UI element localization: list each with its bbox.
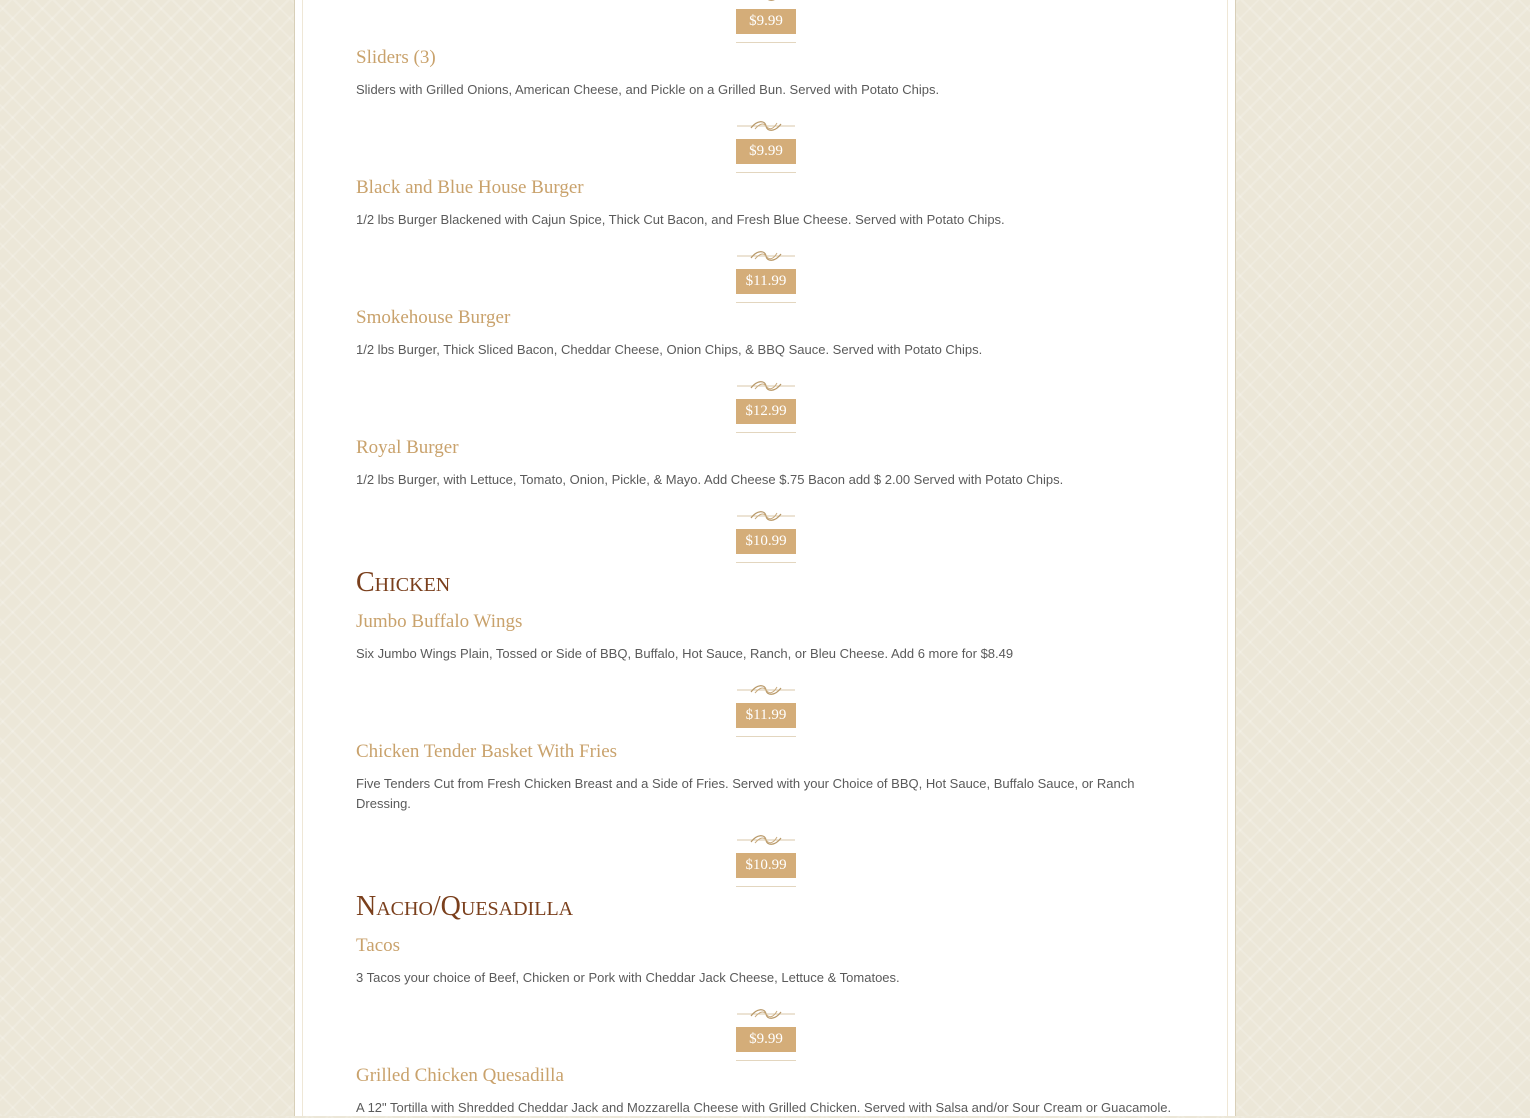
menu-item bbox=[356, 176, 1176, 304]
flourish-icon bbox=[735, 248, 797, 264]
menu-item bbox=[356, 46, 1176, 174]
flourish-icon bbox=[735, 378, 797, 394]
item-title: Jumbo Buffalo Wings bbox=[356, 611, 523, 632]
price-divider bbox=[736, 562, 796, 563]
price-badge: $10.99 bbox=[736, 853, 796, 878]
menu-item bbox=[356, 610, 1176, 738]
flourish-icon bbox=[735, 1006, 797, 1022]
price-badge: $9.99 bbox=[736, 9, 796, 34]
price-block bbox=[356, 360, 1176, 434]
price-badge: $9.99 bbox=[736, 1027, 796, 1052]
price-divider bbox=[736, 172, 796, 173]
item-description: 1/2 lbs Burger, with Lettuce, Tomato, Onion, Pickle, & Mayo. Add Cheese $.75 Bacon add $ 2.00 Served with Potato Chips. bbox=[356, 472, 1064, 487]
price-block bbox=[356, 100, 1176, 174]
menu-item bbox=[356, 1064, 1176, 1118]
menu-item bbox=[356, 306, 1176, 434]
price-block bbox=[356, 230, 1176, 304]
item-title: Black and Blue House Burger bbox=[356, 177, 584, 198]
flourish-icon bbox=[735, 682, 797, 698]
menu-content bbox=[356, 0, 1176, 1118]
item-description: 1/2 lbs Burger, Thick Sliced Bacon, Cheddar Cheese, Onion Chips, & BBQ Sauce. Served with Potato Chips. bbox=[356, 342, 983, 357]
flourish-icon bbox=[735, 0, 797, 4]
section-title: Chicken bbox=[356, 567, 451, 598]
price-divider bbox=[736, 42, 796, 43]
price-block bbox=[356, 988, 1176, 1062]
price-divider bbox=[736, 432, 796, 433]
item-description: Five Tenders Cut from Fresh Chicken Breast and a Side of Fries. Served with your Choice of BBQ, Hot Sauce, Buffalo Sauce, or Ranch Dressing. bbox=[356, 776, 1135, 811]
price-badge: $9.99 bbox=[736, 139, 796, 164]
flourish-icon bbox=[735, 118, 797, 134]
item-description: 1/2 lbs Burger Blackened with Cajun Spice, Thick Cut Bacon, and Fresh Blue Cheese. Served with Potato Chips. bbox=[356, 212, 1005, 227]
item-title: Tacos bbox=[356, 935, 401, 956]
menu-item bbox=[356, 740, 1176, 888]
item-description: Six Jumbo Wings Plain, Tossed or Side of BBQ, Buffalo, Hot Sauce, Ranch, or Bleu Cheese. Add 6 more for $8.49 bbox=[356, 646, 1014, 661]
menu-item bbox=[356, 436, 1176, 564]
price-badge: $11.99 bbox=[736, 703, 796, 728]
price-block bbox=[356, 814, 1176, 888]
price-divider bbox=[736, 302, 796, 303]
price-badge: $11.99 bbox=[736, 269, 796, 294]
flourish-icon bbox=[735, 832, 797, 848]
item-description: 3 Tacos your choice of Beef, Chicken or Pork with Cheddar Jack Cheese, Lettuce & Tomatoes. bbox=[356, 970, 900, 985]
section-title: Nacho/Quesadilla bbox=[356, 891, 574, 922]
item-description: A 12" Tortilla with Shredded Cheddar Jack and Mozzarella Cheese with Grilled Chicken. Served with Salsa and/or Sour Cream or Guacamole. bbox=[356, 1100, 1172, 1115]
price-block bbox=[356, 664, 1176, 738]
price-badge: $10.99 bbox=[736, 529, 796, 554]
item-title: Smokehouse Burger bbox=[356, 307, 511, 328]
price-divider bbox=[736, 736, 796, 737]
item-title: Grilled Chicken Quesadilla bbox=[356, 1065, 564, 1086]
flourish-icon bbox=[735, 508, 797, 524]
menu-item bbox=[356, 934, 1176, 1062]
menu-page bbox=[294, 0, 1236, 1116]
price-badge: $12.99 bbox=[736, 399, 796, 424]
price-divider bbox=[736, 886, 796, 887]
price-divider bbox=[736, 1060, 796, 1061]
item-title: Chicken Tender Basket With Fries bbox=[356, 741, 618, 762]
item-description: Sliders with Grilled Onions, American Cheese, and Pickle on a Grilled Bun. Served with Potato Chips. bbox=[356, 82, 940, 97]
item-title: Sliders (3) bbox=[356, 47, 436, 68]
price-block bbox=[356, 0, 1176, 44]
price-block bbox=[356, 490, 1176, 564]
item-title: Royal Burger bbox=[356, 437, 459, 458]
